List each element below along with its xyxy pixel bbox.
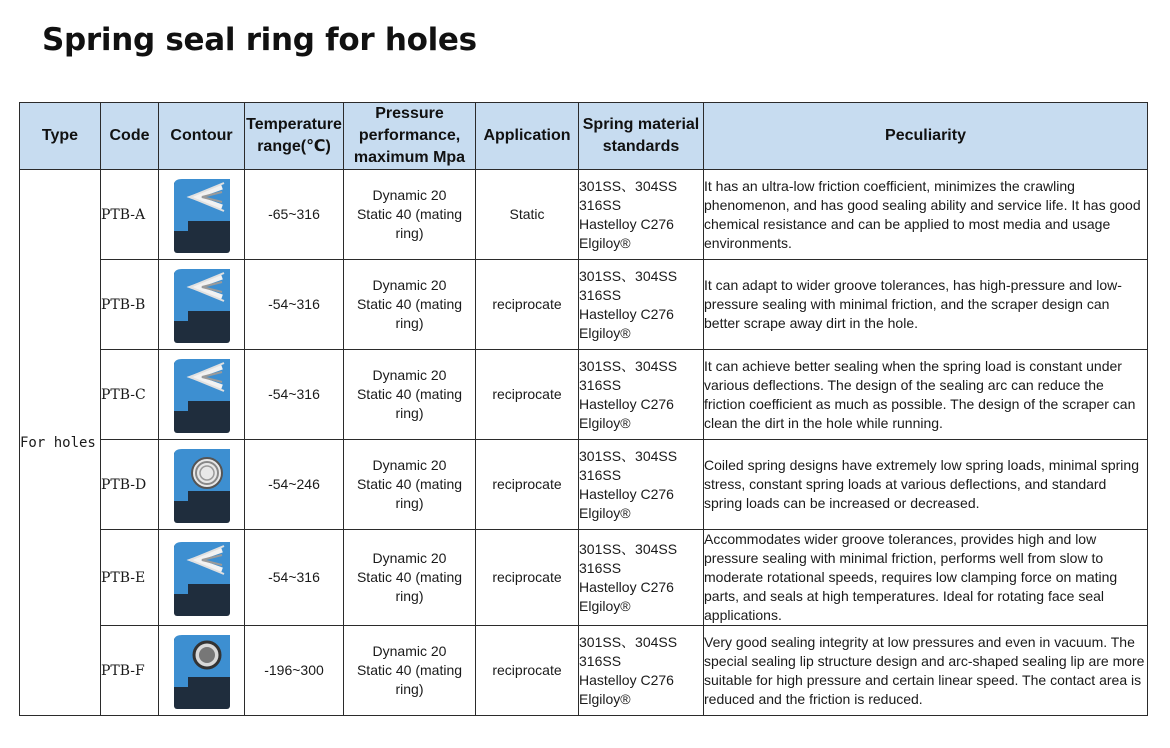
contour-cell xyxy=(159,626,245,716)
spring-material-line: 301SS、304SS xyxy=(579,540,678,557)
code-cell: PTB-F xyxy=(101,626,159,716)
contour-cell xyxy=(159,440,245,530)
header-contour: Contour xyxy=(159,103,245,170)
temperature-cell: -65~316 xyxy=(245,170,344,260)
spring-material-cell xyxy=(579,350,704,440)
table-row xyxy=(20,440,1148,530)
table-row xyxy=(20,350,1148,440)
page-title: Spring seal ring for holes xyxy=(42,22,477,58)
seal-contour-round-spring-icon xyxy=(170,631,234,711)
spring-material-line: 301SS、304SS xyxy=(579,633,678,650)
pressure-cell xyxy=(344,530,476,626)
temperature-cell: -54~316 xyxy=(245,260,344,350)
header-type: Type xyxy=(20,103,101,170)
table-row xyxy=(20,260,1148,350)
spring-material-line: Hastelloy C276 xyxy=(579,485,674,502)
application-cell: Static xyxy=(476,170,579,260)
pressure-line: ring) xyxy=(395,315,424,331)
spring-material-line: 301SS、304SS xyxy=(579,267,678,284)
header-row xyxy=(20,103,1148,170)
spring-material-line: Elgiloy® xyxy=(579,234,631,251)
spring-material-cell xyxy=(579,440,704,530)
code-cell: PTB-C xyxy=(101,350,159,440)
spring-material-line: 301SS、304SS xyxy=(579,177,678,194)
spring-material-cell xyxy=(579,170,704,260)
pressure-line: Static 40 (mating xyxy=(356,386,463,402)
spring-material-line: Hastelloy C276 xyxy=(579,578,674,595)
seal-contour-v-spring-icon xyxy=(170,175,234,255)
pressure-cell xyxy=(344,170,476,260)
peculiarity-cell: It can adapt to wider groove tolerances, has high-pressure and low-pressure sealing with minimal friction, and the scraper design can better scrape away dirt in the hole. xyxy=(704,260,1148,350)
spring-material-line: Elgiloy® xyxy=(579,690,631,707)
application-cell: reciprocate xyxy=(476,350,579,440)
peculiarity-cell: Very good sealing integrity at low pressures and even in vacuum. The special sealing lip structure design and arc-shaped sealing lip are more suitable for high pressure and certain linear speed. The contact area is reduced and the friction is reduced. xyxy=(704,626,1148,716)
pressure-line: Dynamic 20 xyxy=(372,457,447,473)
pressure-line: Dynamic 20 xyxy=(372,550,447,566)
pressure-cell xyxy=(344,440,476,530)
application-cell: reciprocate xyxy=(476,626,579,716)
spring-material-cell xyxy=(579,260,704,350)
pressure-line: Static 40 (mating xyxy=(356,476,463,492)
header-spring-material: Spring material standards xyxy=(579,103,704,170)
pressure-line: Dynamic 20 xyxy=(372,277,447,293)
pressure-cell xyxy=(344,626,476,716)
peculiarity-cell: Coiled spring designs have extremely low spring loads, minimal spring stress, constant spring loads at various deflections, and standard spring loads can be increased or decreased. xyxy=(704,440,1148,530)
spring-material-line: Hastelloy C276 xyxy=(579,305,674,322)
spring-material-line: 316SS xyxy=(579,286,622,303)
spring-material-line: 316SS xyxy=(579,652,622,669)
code-cell: PTB-B xyxy=(101,260,159,350)
contour-cell xyxy=(159,350,245,440)
pressure-line: Static 40 (mating xyxy=(356,296,463,312)
spring-material-line: 301SS、304SS xyxy=(579,447,678,464)
seal-contour-v-spring-icon xyxy=(170,538,234,618)
pressure-cell xyxy=(344,350,476,440)
pressure-line: Static 40 (mating xyxy=(356,206,463,222)
spring-material-line: 301SS、304SS xyxy=(579,357,678,374)
spring-material-line: Elgiloy® xyxy=(579,324,631,341)
header-code: Code xyxy=(101,103,159,170)
spring-material-line: 316SS xyxy=(579,559,622,576)
application-cell: reciprocate xyxy=(476,260,579,350)
seal-contour-v-spring-icon xyxy=(170,355,234,435)
pressure-line: ring) xyxy=(395,681,424,697)
spring-material-cell xyxy=(579,530,704,626)
header-peculiarity: Peculiarity xyxy=(704,103,1148,170)
application-cell: reciprocate xyxy=(476,530,579,626)
application-cell: reciprocate xyxy=(476,440,579,530)
spring-material-line: 316SS xyxy=(579,376,622,393)
contour-cell xyxy=(159,170,245,260)
seal-contour-coiled-spring-icon xyxy=(170,445,234,525)
peculiarity-cell: It can achieve better sealing when the spring load is constant under various deflections. The design of the sealing arc can reduce the friction coefficient as much as possible. The design of the scraper can clean the dirt in the hole while running. xyxy=(704,350,1148,440)
spring-material-line: Elgiloy® xyxy=(579,504,631,521)
code-cell: PTB-D xyxy=(101,440,159,530)
table-row xyxy=(20,530,1148,626)
pressure-line: Dynamic 20 xyxy=(372,367,447,383)
temperature-cell: -54~316 xyxy=(245,350,344,440)
pressure-line: ring) xyxy=(395,225,424,241)
spring-material-line: Hastelloy C276 xyxy=(579,395,674,412)
pressure-line: Static 40 (mating xyxy=(356,569,463,585)
type-cell: For holes xyxy=(20,170,101,716)
spring-material-line: Elgiloy® xyxy=(579,597,631,614)
spring-material-line: Hastelloy C276 xyxy=(579,215,674,232)
pressure-line: Static 40 (mating xyxy=(356,662,463,678)
temperature-cell: -196~300 xyxy=(245,626,344,716)
pressure-line: ring) xyxy=(395,588,424,604)
spring-material-line: Elgiloy® xyxy=(579,414,631,431)
spec-table xyxy=(19,102,1148,716)
pressure-line: ring) xyxy=(395,495,424,511)
table-row xyxy=(20,170,1148,260)
pressure-line: Dynamic 20 xyxy=(372,187,447,203)
contour-cell xyxy=(159,530,245,626)
pressure-cell xyxy=(344,260,476,350)
table-row xyxy=(20,626,1148,716)
peculiarity-cell: It has an ultra-low friction coefficient, minimizes the crawling phenomenon, and has good sealing ability and service life. It has good chemical resistance and can be applied to most media and usage environments. xyxy=(704,170,1148,260)
spring-material-line: 316SS xyxy=(579,466,622,483)
temperature-cell: -54~246 xyxy=(245,440,344,530)
table-body xyxy=(20,170,1148,716)
pressure-line: ring) xyxy=(395,405,424,421)
pressure-line: Dynamic 20 xyxy=(372,643,447,659)
seal-contour-v-spring-icon xyxy=(170,265,234,345)
code-cell: PTB-E xyxy=(101,530,159,626)
header-pressure: Pressure performance, maximum Mpa xyxy=(344,103,476,170)
peculiarity-cell: Accommodates wider groove tolerances, provides high and low pressure sealing with minimal friction, performs well from slow to moderate rotational speeds, requires low clamping force on mating parts, and seals at high temperatures. Ideal for rotating face seal applications. xyxy=(704,530,1148,626)
spring-material-line: 316SS xyxy=(579,196,622,213)
header-application: Application xyxy=(476,103,579,170)
header-temperature: Temperature range(℃) xyxy=(245,103,344,170)
spring-material-cell xyxy=(579,626,704,716)
temperature-cell: -54~316 xyxy=(245,530,344,626)
code-cell: PTB-A xyxy=(101,170,159,260)
contour-cell xyxy=(159,260,245,350)
spring-material-line: Hastelloy C276 xyxy=(579,671,674,688)
